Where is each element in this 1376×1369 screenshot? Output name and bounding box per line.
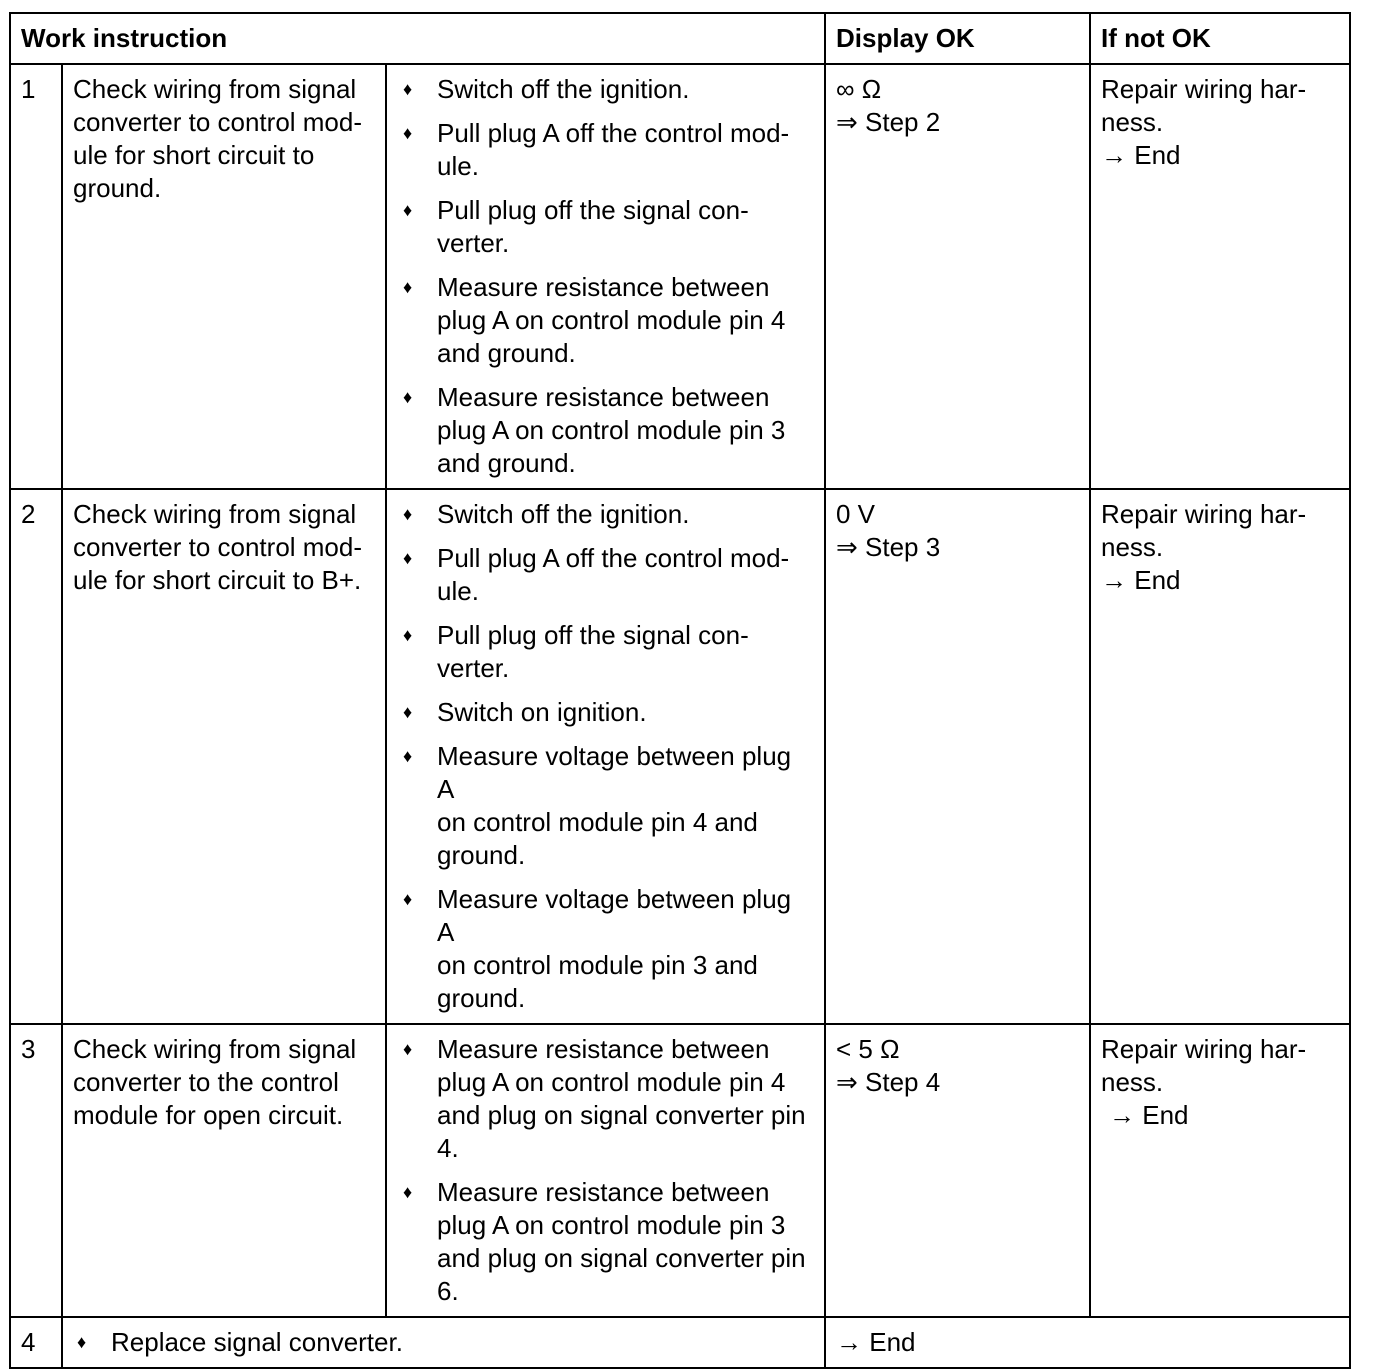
action-line: ground. bbox=[437, 840, 526, 870]
bullet-icon: ♦ bbox=[403, 746, 413, 766]
display-ok-line: ⇒ Step 4 bbox=[836, 1067, 941, 1097]
check-description bbox=[62, 489, 386, 1024]
if-not-ok-cell bbox=[1090, 1024, 1350, 1317]
bullet-icon: ♦ bbox=[403, 548, 413, 568]
if-not-ok-line: → End bbox=[1109, 1100, 1189, 1130]
table-row-step-2 bbox=[10, 489, 1350, 1024]
bullet-icon: ♦ bbox=[403, 200, 413, 220]
action-line: Measure voltage between plug A bbox=[437, 884, 792, 947]
action-line: Pull plug A off the control mod- bbox=[437, 543, 790, 573]
action-line: on control module pin 3 and bbox=[437, 950, 758, 980]
list-item bbox=[397, 1176, 814, 1308]
display-ok-line: → End bbox=[836, 1327, 916, 1357]
step-number: 4 bbox=[10, 1317, 62, 1368]
display-ok-line: ⇒ Step 3 bbox=[836, 532, 941, 562]
if-not-ok-line: Repair wiring har- bbox=[1101, 1034, 1307, 1064]
check-line: Check wiring from signal bbox=[73, 74, 357, 104]
action-line: and ground. bbox=[437, 448, 576, 478]
action-list bbox=[397, 1033, 814, 1308]
header-work-instruction: Work instruction bbox=[10, 13, 825, 64]
display-ok-cell bbox=[825, 1317, 1350, 1368]
action-line: verter. bbox=[437, 228, 510, 258]
action-line: verter. bbox=[437, 653, 510, 683]
action-line: ground. bbox=[437, 983, 526, 1013]
list-item bbox=[397, 498, 814, 531]
action-line: Measure resistance between bbox=[437, 272, 770, 302]
check-line: converter to the control bbox=[73, 1067, 339, 1097]
if-not-ok-line: Repair wiring har- bbox=[1101, 499, 1307, 529]
check-line: converter to control mod- bbox=[73, 107, 363, 137]
check-line: Check wiring from signal bbox=[73, 1034, 357, 1064]
check-description bbox=[62, 64, 386, 489]
action-line: Pull plug off the signal con- bbox=[437, 195, 749, 225]
action-line: plug A on control module pin 4 bbox=[437, 1067, 786, 1097]
list-item bbox=[397, 381, 814, 480]
action-line: ule. bbox=[437, 151, 479, 181]
list-item bbox=[397, 117, 814, 183]
bullet-icon: ♦ bbox=[403, 504, 413, 524]
step-number: 1 bbox=[10, 64, 62, 489]
list-item bbox=[397, 619, 814, 685]
check-description bbox=[62, 1024, 386, 1317]
if-not-ok-line: → End bbox=[1101, 140, 1181, 170]
action-line: on control module pin 4 and bbox=[437, 807, 758, 837]
bullet-icon: ♦ bbox=[403, 387, 413, 407]
action-line: and plug on signal converter pin bbox=[437, 1100, 806, 1130]
table-row-step-1 bbox=[10, 64, 1350, 489]
list-item bbox=[397, 542, 814, 608]
display-ok-line: 0 V bbox=[836, 499, 876, 529]
display-ok-cell bbox=[825, 64, 1090, 489]
final-action-text: Replace signal converter. bbox=[111, 1327, 403, 1357]
action-line: Measure voltage between plug A bbox=[437, 741, 792, 804]
action-line: Measure resistance between bbox=[437, 382, 770, 412]
check-line: converter to control mod- bbox=[73, 532, 363, 562]
check-line: ground. bbox=[73, 173, 162, 203]
bullet-icon: ♦ bbox=[403, 79, 413, 99]
final-action bbox=[73, 1326, 814, 1359]
final-action-cell bbox=[62, 1317, 825, 1368]
display-ok-cell bbox=[825, 489, 1090, 1024]
table-body bbox=[10, 64, 1350, 1368]
header-display-ok: Display OK bbox=[825, 13, 1090, 64]
action-line: Pull plug A off the control mod- bbox=[437, 118, 790, 148]
action-line: plug A on control module pin 4 bbox=[437, 305, 786, 335]
list-item bbox=[397, 194, 814, 260]
header-if-not-ok: If not OK bbox=[1090, 13, 1350, 64]
action-list bbox=[397, 498, 814, 1015]
action-line: Pull plug off the signal con- bbox=[437, 620, 749, 650]
check-line: module for open circuit. bbox=[73, 1100, 344, 1130]
display-ok-line: < 5 Ω bbox=[836, 1034, 900, 1064]
action-line: plug A on control module pin 3 bbox=[437, 415, 786, 445]
check-line: ule for short circuit to B+. bbox=[73, 565, 362, 595]
work-instruction-table bbox=[9, 12, 1351, 1369]
action-list bbox=[397, 73, 814, 480]
header-row bbox=[10, 13, 1350, 64]
if-not-ok-line: ness. bbox=[1101, 107, 1164, 137]
bullet-icon: ♦ bbox=[403, 1039, 413, 1059]
action-line: ule. bbox=[437, 576, 479, 606]
action-line: and ground. bbox=[437, 338, 576, 368]
action-line: and plug on signal converter pin bbox=[437, 1243, 806, 1273]
check-line: ule for short circuit to bbox=[73, 140, 315, 170]
bullet-icon: ♦ bbox=[403, 625, 413, 645]
list-item bbox=[397, 740, 814, 872]
action-line: Measure resistance between bbox=[437, 1034, 770, 1064]
display-ok-cell bbox=[825, 1024, 1090, 1317]
bullet-icon: ♦ bbox=[77, 1332, 87, 1352]
action-line: 4. bbox=[437, 1133, 459, 1163]
list-item bbox=[397, 271, 814, 370]
if-not-ok-cell bbox=[1090, 64, 1350, 489]
step-number: 3 bbox=[10, 1024, 62, 1317]
bullet-icon: ♦ bbox=[403, 277, 413, 297]
if-not-ok-line: Repair wiring har- bbox=[1101, 74, 1307, 104]
action-line: plug A on control module pin 3 bbox=[437, 1210, 786, 1240]
bullet-icon: ♦ bbox=[403, 123, 413, 143]
if-not-ok-line: ness. bbox=[1101, 532, 1164, 562]
step-number: 2 bbox=[10, 489, 62, 1024]
action-line: Switch off the ignition. bbox=[437, 499, 690, 529]
table-row-step-4 bbox=[10, 1317, 1350, 1368]
check-line: Check wiring from signal bbox=[73, 499, 357, 529]
action-line: Switch off the ignition. bbox=[437, 74, 690, 104]
bullet-icon: ♦ bbox=[403, 702, 413, 722]
if-not-ok-line: → End bbox=[1101, 565, 1181, 595]
actions-cell bbox=[386, 1024, 825, 1317]
bullet-icon: ♦ bbox=[403, 1182, 413, 1202]
bullet-icon: ♦ bbox=[403, 889, 413, 909]
list-item bbox=[397, 696, 814, 729]
action-line: Switch on ignition. bbox=[437, 697, 647, 727]
actions-cell bbox=[386, 489, 825, 1024]
list-item bbox=[397, 1033, 814, 1165]
display-ok-line: ∞ Ω bbox=[836, 74, 882, 104]
table-row-step-3 bbox=[10, 1024, 1350, 1317]
actions-cell bbox=[386, 64, 825, 489]
list-item bbox=[397, 73, 814, 106]
if-not-ok-line: ness. bbox=[1101, 1067, 1164, 1097]
action-line: 6. bbox=[437, 1276, 459, 1306]
action-line: Measure resistance between bbox=[437, 1177, 770, 1207]
if-not-ok-cell bbox=[1090, 489, 1350, 1024]
list-item bbox=[397, 883, 814, 1015]
display-ok-line: ⇒ Step 2 bbox=[836, 107, 941, 137]
